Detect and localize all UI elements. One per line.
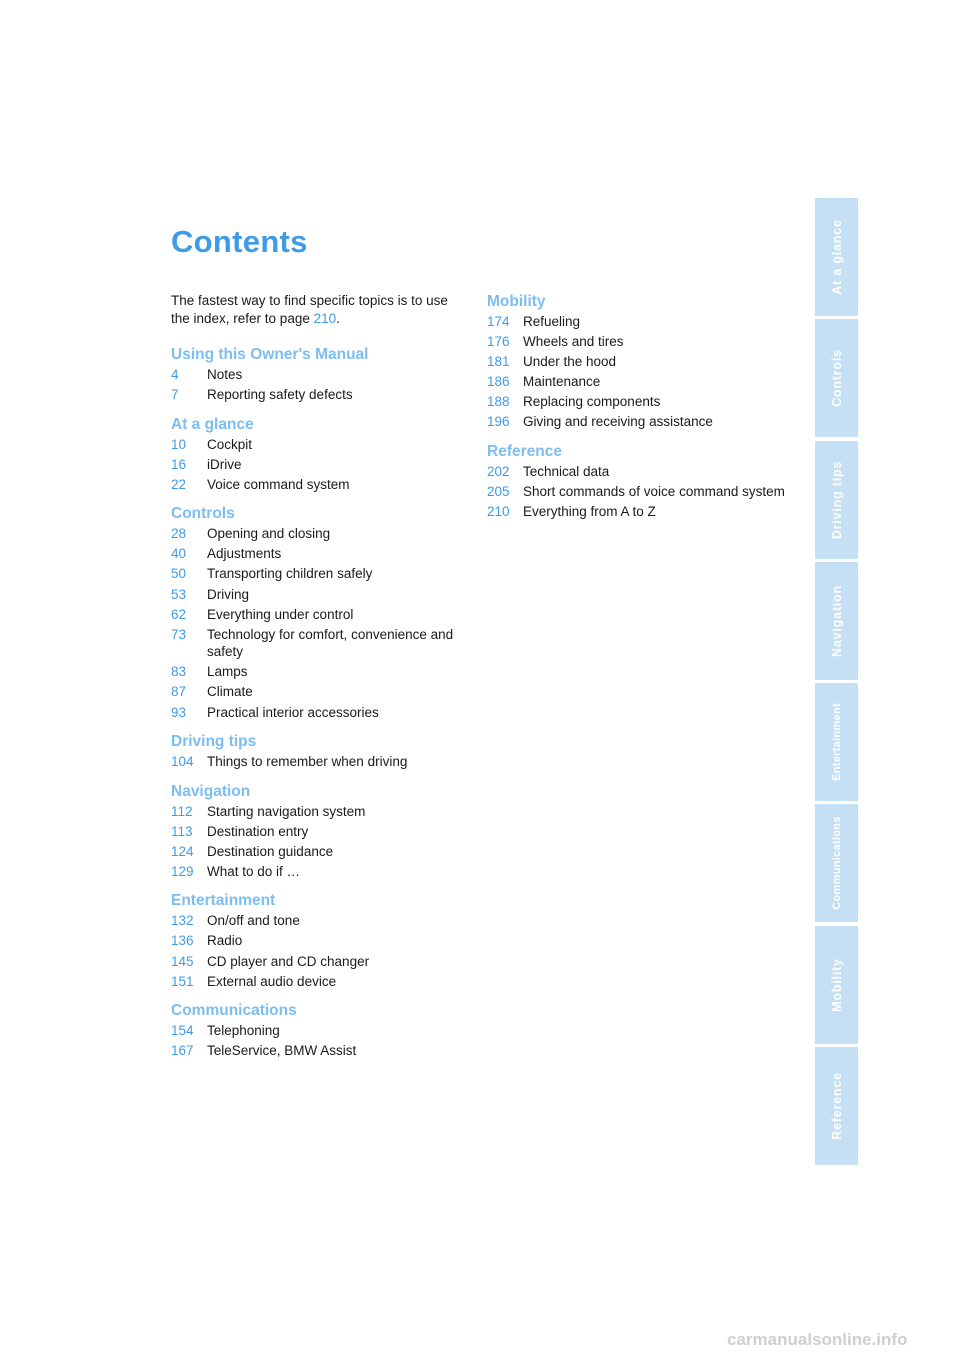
toc-entry[interactable] bbox=[171, 456, 471, 474]
toc-entry[interactable] bbox=[487, 413, 787, 431]
toc-page-number[interactable]: 174 bbox=[487, 314, 510, 329]
toc-page-number[interactable]: 22 bbox=[171, 476, 187, 492]
toc-entry[interactable] bbox=[171, 912, 471, 930]
toc-page-number[interactable]: 10 bbox=[171, 436, 187, 452]
toc-entry[interactable] bbox=[171, 863, 471, 881]
toc-entry-title: iDrive bbox=[207, 456, 242, 472]
toc-page-number[interactable]: 112 bbox=[171, 803, 193, 819]
chapter-tab-label: Entertainment bbox=[830, 703, 843, 782]
section-heading: At a glance bbox=[171, 415, 254, 433]
chapter-tab-mobility[interactable] bbox=[815, 926, 858, 1044]
chapter-tab-reference[interactable] bbox=[815, 1047, 858, 1165]
chapter-tab-driving-tips[interactable] bbox=[815, 441, 858, 559]
intro-paragraph bbox=[171, 292, 466, 328]
section-entries bbox=[171, 803, 471, 881]
toc-page-number[interactable]: 4 bbox=[171, 367, 179, 382]
toc-page-number[interactable]: 7 bbox=[171, 387, 179, 403]
toc-entry-title: Giving and receiving assistance bbox=[523, 414, 713, 430]
chapter-tab-label: Communications bbox=[830, 816, 843, 911]
toc-page-number[interactable]: 196 bbox=[487, 414, 510, 430]
toc-page-number[interactable]: 113 bbox=[171, 823, 193, 839]
toc-entry-title: Destination entry bbox=[207, 823, 309, 839]
chapter-tab-label: Mobility bbox=[829, 957, 844, 1012]
chapter-tabs-sidebar bbox=[815, 198, 858, 1168]
section-entries bbox=[171, 912, 471, 990]
toc-page-number[interactable]: 87 bbox=[171, 684, 187, 700]
toc-entry[interactable] bbox=[487, 393, 787, 411]
section-heading: Using this Owner's Manual bbox=[171, 346, 369, 363]
toc-page-number[interactable]: 104 bbox=[171, 754, 194, 770]
section-heading: Reference bbox=[487, 442, 562, 460]
toc-entry-title: Everything from A to Z bbox=[523, 504, 656, 520]
toc-entry-title: Technology for comfort, convenience and safety bbox=[207, 626, 454, 660]
toc-entry[interactable] bbox=[487, 503, 787, 521]
toc-entry[interactable] bbox=[487, 313, 787, 331]
toc-page-number[interactable]: 210 bbox=[487, 504, 510, 520]
toc-entry-title: Radio bbox=[207, 933, 243, 949]
toc-entry-title: Under the hood bbox=[523, 354, 617, 370]
section-entries bbox=[171, 753, 471, 771]
toc-entry[interactable] bbox=[487, 463, 787, 481]
section-entries bbox=[171, 525, 471, 721]
toc-entry-title: Things to remember when driving bbox=[207, 754, 408, 770]
chapter-tab-label: Navigation bbox=[829, 584, 844, 657]
toc-entry[interactable] bbox=[171, 753, 471, 771]
toc-page-number[interactable]: 186 bbox=[487, 374, 510, 390]
page-title: Contents bbox=[171, 224, 308, 259]
toc-entry-title: Reporting safety defects bbox=[207, 387, 353, 403]
toc-page-number[interactable]: 176 bbox=[487, 334, 510, 350]
toc-entry-title: Voice command system bbox=[207, 476, 350, 492]
toc-page-number[interactable]: 16 bbox=[171, 456, 187, 472]
toc-entry-title: What to do if … bbox=[207, 863, 301, 879]
toc-entry[interactable] bbox=[171, 626, 471, 661]
section-heading: Navigation bbox=[171, 782, 251, 800]
toc-entry[interactable] bbox=[171, 436, 471, 454]
section-entries bbox=[487, 463, 787, 521]
toc-entry-title: On/off and tone bbox=[207, 913, 300, 929]
toc-entry[interactable] bbox=[171, 663, 471, 681]
toc-entry[interactable] bbox=[171, 386, 471, 404]
toc-entry-title: Maintenance bbox=[523, 374, 601, 390]
toc-page-number[interactable]: 129 bbox=[171, 863, 194, 879]
section-heading: Mobility bbox=[487, 293, 546, 310]
toc-entry-title: Wheels and tires bbox=[523, 334, 624, 350]
toc-entry[interactable] bbox=[171, 366, 471, 384]
toc-page-number[interactable]: 136 bbox=[171, 933, 194, 949]
toc-page-number[interactable]: 28 bbox=[171, 526, 187, 542]
contents-right-column bbox=[487, 292, 787, 532]
toc-entry-title: Short commands of voice command system bbox=[523, 484, 785, 500]
toc-entry[interactable] bbox=[171, 932, 471, 950]
section-entries bbox=[487, 313, 787, 431]
toc-page-number[interactable]: 93 bbox=[171, 704, 187, 720]
toc-entry-title: Cockpit bbox=[207, 436, 253, 452]
left-sections bbox=[171, 345, 471, 1060]
toc-page-number[interactable]: 181 bbox=[487, 354, 510, 370]
toc-entry-title: Practical interior accessories bbox=[207, 704, 379, 720]
toc-entry-title: Adjustments bbox=[207, 546, 282, 562]
contents-left-column bbox=[171, 292, 471, 1071]
toc-page-number[interactable]: 188 bbox=[487, 394, 510, 410]
watermark: carmanualsonline.info bbox=[727, 1330, 908, 1349]
toc-entry[interactable] bbox=[171, 843, 471, 861]
toc-entry[interactable] bbox=[171, 1042, 471, 1060]
chapter-tab-controls[interactable] bbox=[815, 319, 858, 437]
intro-text: The fastest way to find specific topics is to use the index, refer to page bbox=[171, 293, 448, 326]
toc-entry[interactable] bbox=[171, 1022, 471, 1040]
toc-page-number[interactable]: 132 bbox=[171, 913, 194, 929]
toc-entry-title: Lamps bbox=[207, 664, 248, 680]
toc-page-number[interactable]: 151 bbox=[171, 973, 194, 989]
toc-page-number[interactable]: 205 bbox=[487, 484, 510, 500]
toc-page-number[interactable]: 83 bbox=[171, 664, 187, 680]
chapter-tab-communications[interactable] bbox=[815, 804, 858, 922]
chapter-tab-label: Driving tips bbox=[829, 460, 844, 539]
toc-entry[interactable] bbox=[171, 803, 471, 821]
toc-entry[interactable] bbox=[487, 373, 787, 391]
toc-page-number[interactable]: 53 bbox=[171, 586, 187, 602]
intro-end: . bbox=[336, 311, 340, 326]
toc-entry-title: Refueling bbox=[523, 314, 581, 329]
toc-entry[interactable] bbox=[171, 683, 471, 701]
toc-entry-title: Telephoning bbox=[207, 1023, 280, 1039]
toc-entry[interactable] bbox=[171, 606, 471, 624]
section-entries bbox=[171, 1022, 471, 1060]
toc-entry[interactable] bbox=[171, 565, 471, 583]
chapter-tab-label: At a glance bbox=[829, 219, 844, 295]
toc-entry-title: Transporting children safely bbox=[207, 566, 373, 582]
toc-entry[interactable] bbox=[171, 973, 471, 991]
toc-page-number[interactable]: 124 bbox=[171, 843, 194, 859]
toc-entry-title: TeleService, BMW Assist bbox=[207, 1043, 357, 1059]
toc-entry[interactable] bbox=[171, 586, 471, 604]
toc-entry[interactable] bbox=[487, 353, 787, 371]
toc-page-number[interactable]: 202 bbox=[487, 463, 510, 479]
toc-entry-title: Everything under control bbox=[207, 606, 354, 622]
toc-entry-title: Replacing components bbox=[523, 394, 661, 410]
toc-page-number[interactable]: 154 bbox=[171, 1023, 194, 1039]
toc-page-number[interactable]: 73 bbox=[171, 626, 187, 642]
toc-page-number[interactable]: 145 bbox=[171, 953, 194, 969]
toc-entry-title: Starting navigation system bbox=[207, 803, 366, 819]
toc-page-number[interactable]: 50 bbox=[171, 566, 187, 582]
toc-entry[interactable] bbox=[487, 483, 787, 501]
toc-entry-title: Notes bbox=[207, 367, 243, 382]
section-entries bbox=[171, 366, 471, 404]
chapter-tab-label: Reference bbox=[829, 1072, 844, 1140]
toc-page-number[interactable]: 62 bbox=[171, 606, 187, 622]
chapter-tab-navigation[interactable] bbox=[815, 562, 858, 680]
toc-entry[interactable] bbox=[171, 823, 471, 841]
section-heading: Entertainment bbox=[171, 892, 276, 910]
section-heading: Communications bbox=[171, 1002, 297, 1020]
toc-entry-title: Technical data bbox=[523, 463, 610, 479]
chapter-tab-entertainment[interactable] bbox=[815, 683, 858, 801]
toc-page-number[interactable]: 40 bbox=[171, 546, 187, 562]
toc-entry[interactable] bbox=[171, 476, 471, 494]
toc-entry[interactable] bbox=[171, 953, 471, 971]
toc-entry-title: External audio device bbox=[207, 973, 337, 989]
toc-page-number[interactable]: 167 bbox=[171, 1043, 194, 1059]
toc-entry[interactable] bbox=[171, 545, 471, 563]
toc-entry[interactable] bbox=[487, 333, 787, 351]
right-sections bbox=[487, 292, 787, 521]
toc-entry-title: Driving bbox=[207, 586, 250, 602]
toc-entry[interactable] bbox=[171, 525, 471, 543]
toc-entry-title: Destination guidance bbox=[207, 843, 334, 859]
toc-entry-title: CD player and CD changer bbox=[207, 953, 370, 969]
section-heading: Controls bbox=[171, 505, 235, 523]
toc-entry[interactable] bbox=[171, 704, 471, 722]
toc-entry-title: Climate bbox=[207, 684, 253, 700]
index-page-link[interactable]: 210 bbox=[313, 311, 337, 326]
chapter-tab-label: Controls bbox=[829, 349, 844, 408]
section-heading: Driving tips bbox=[171, 733, 257, 751]
chapter-tab-at-a-glance[interactable] bbox=[815, 198, 858, 316]
section-entries bbox=[171, 436, 471, 494]
toc-entry-title: Opening and closing bbox=[207, 526, 331, 542]
